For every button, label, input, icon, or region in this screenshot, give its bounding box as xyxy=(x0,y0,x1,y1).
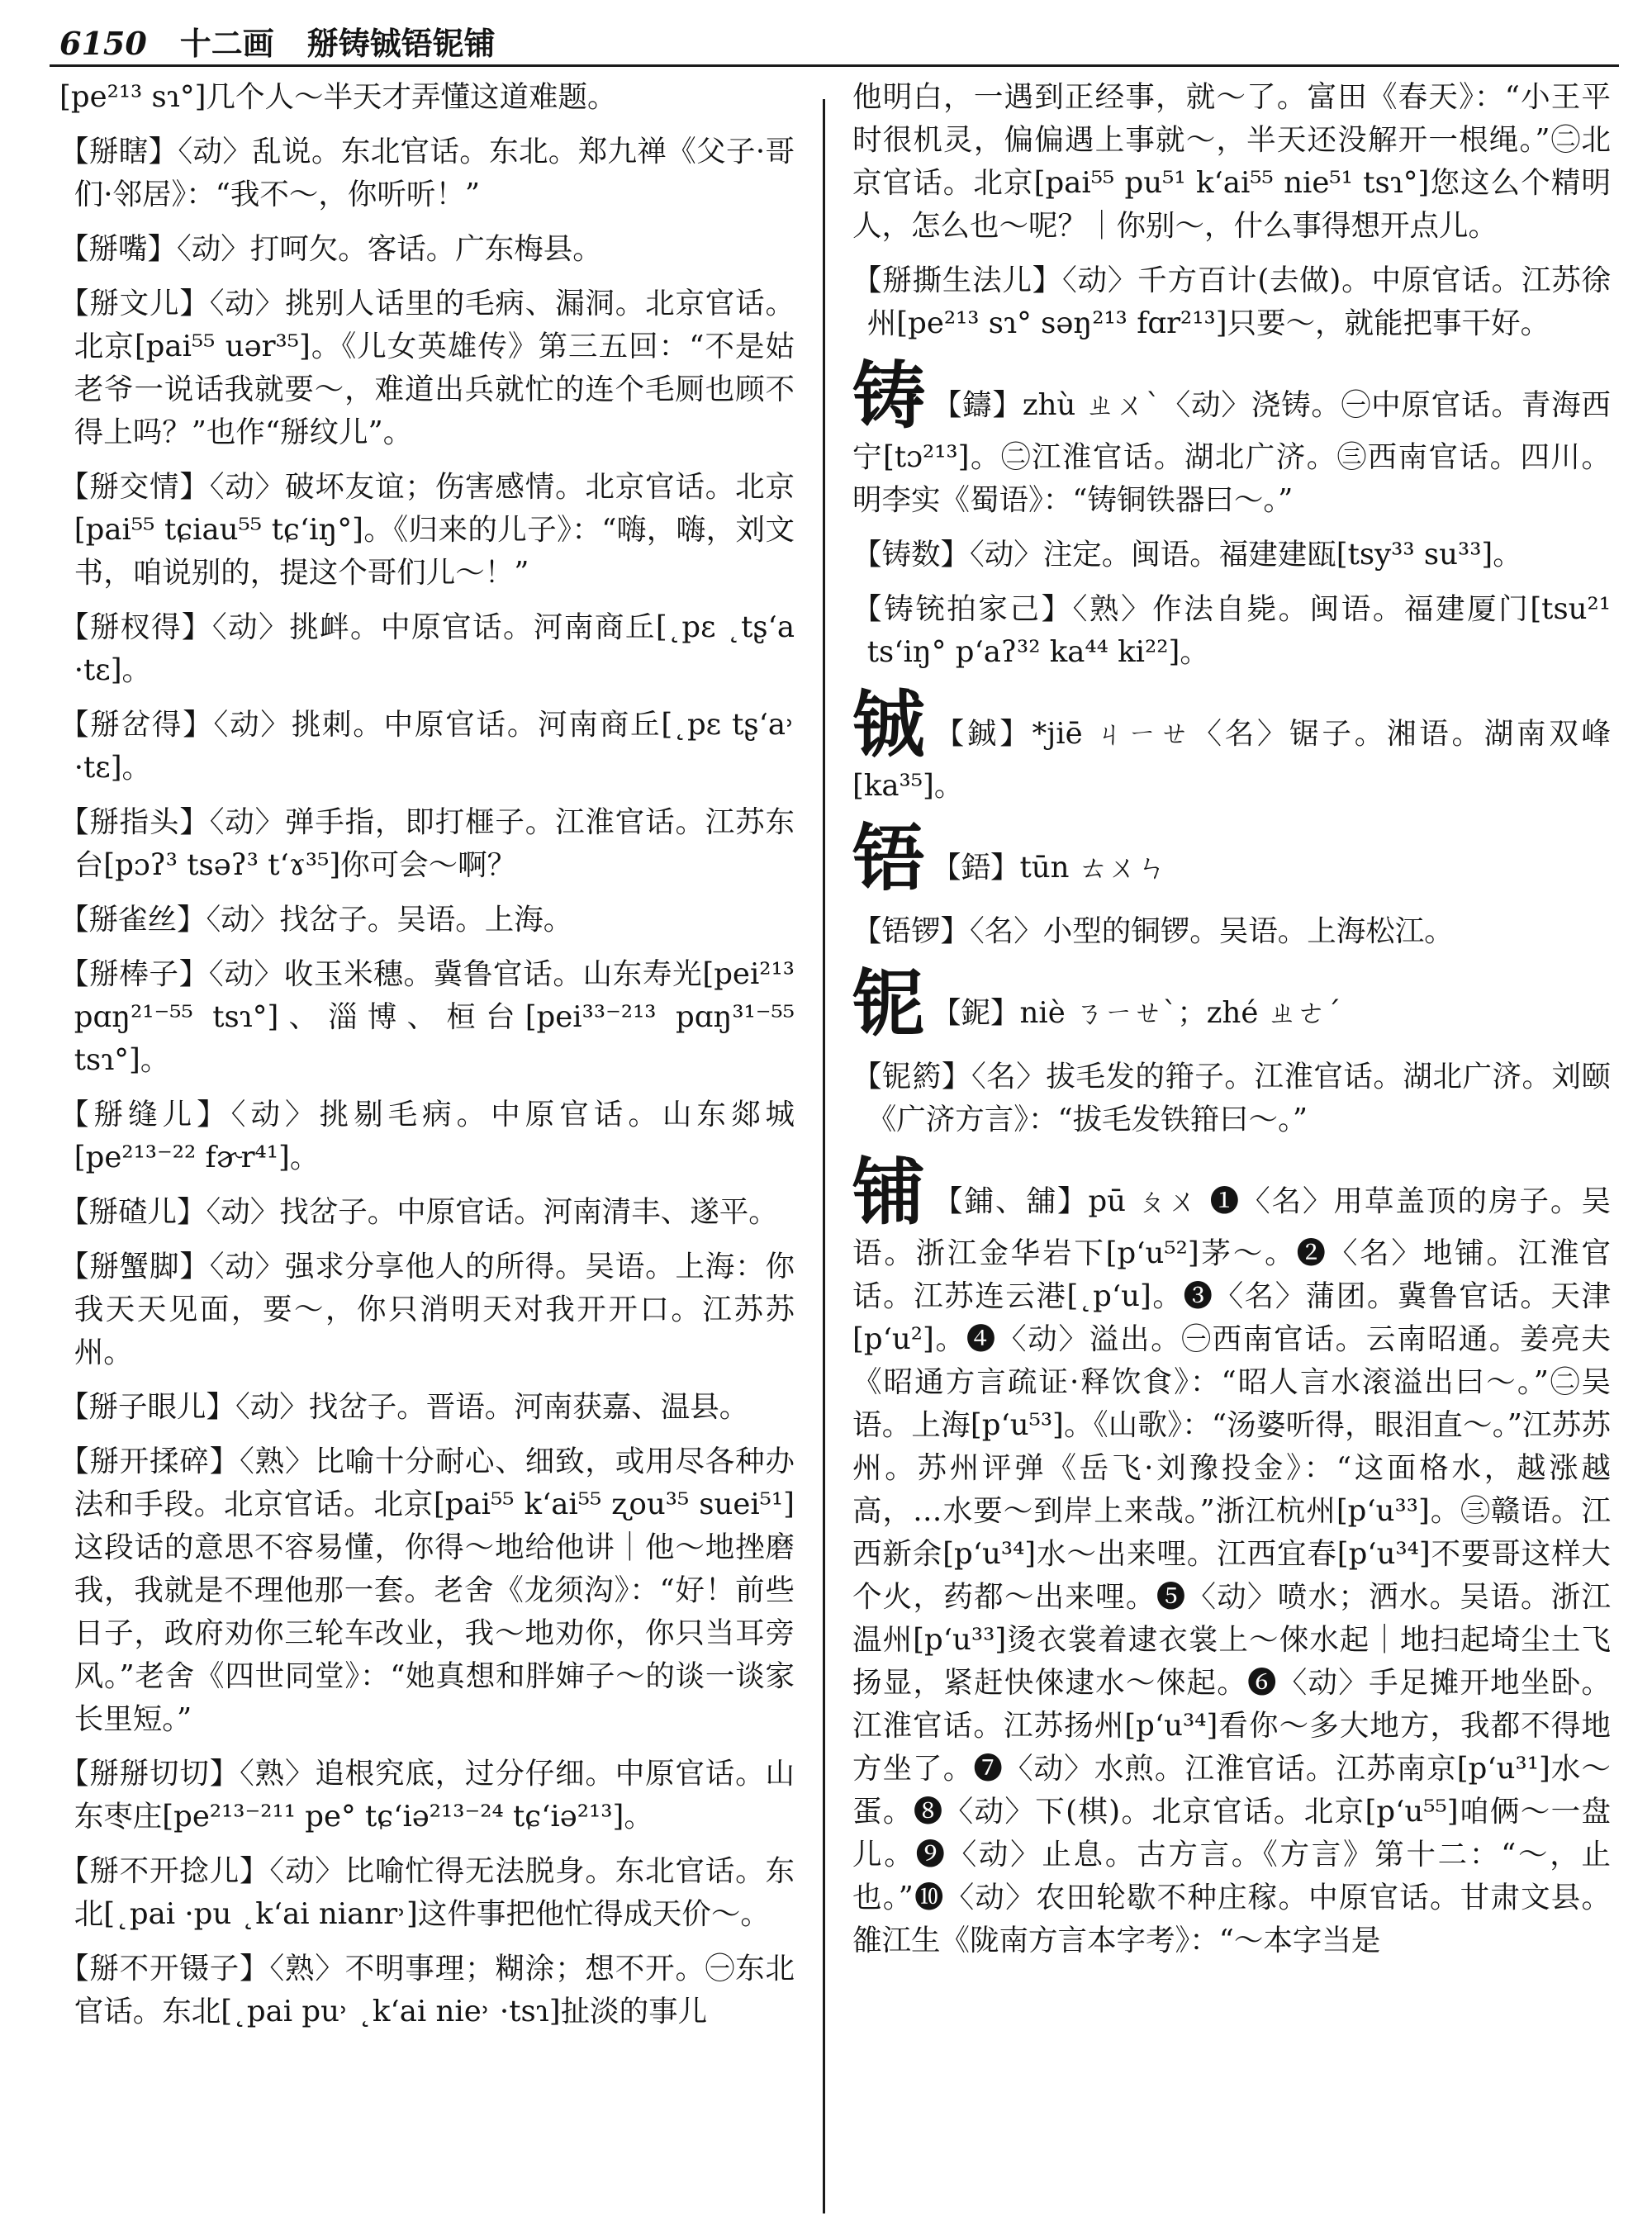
entry: 【掰交情】〈动〉破坏友谊；伤害感情。北京官话。北京[pai⁵⁵ tɕiau⁵⁵ tɕʻiŋ°]。《归来的儿子》：“嗨，嗨，刘文书，咱说别的，提这个哥们儿～！” xyxy=(59,470,795,590)
head-char: 铻 xyxy=(852,816,926,901)
entry: 【掰棒子】〈动〉收玉米穗。冀鲁官话。山东寿光[pei²¹³ pɑŋ²¹⁻⁵⁵ tsɿ°]、淄博、桓台[pei³³⁻²¹³ pɑŋ³¹⁻⁵⁵ tsɿ°]。 xyxy=(59,957,795,1077)
char-entry-tun xyxy=(852,816,1611,901)
char-definition: 【鋙】tūn ㄊㄨㄣ xyxy=(932,851,1167,885)
entry: 【掰嘴】〈动〉打呵欠。客话。广东梅县。 xyxy=(59,232,602,266)
char-entry-zhu xyxy=(852,353,1611,522)
header-rule xyxy=(50,64,1619,67)
page-header xyxy=(59,18,496,62)
char-entry-nie xyxy=(852,961,1611,1046)
entry: 【掰缝儿】〈动〉挑剔毛病。中原官话。山东郯城[pe²¹³⁻²² fɚr⁴¹]。 xyxy=(59,1098,795,1174)
entry: 【掰开揉碎】〈熟〉比喻十分耐心、细致，或用尽各种办法和手段。北京官话。北京[pai⁵⁵ kʻai⁵⁵ ʐou³⁵ suei⁵¹]这段话的意思不容易懂，你得～地给他讲｜他～地挫磨我，我就是不理他那一套。老舍《龙须沟》：“好！前些日子，政府劝你三轮车改业，我～地劝你，你只当耳旁风。”老舍《四世同堂》：“她真想和胖婶子～的谈一谈家长里短。” xyxy=(59,1445,795,1736)
entry: 【铻锣】〈名〉小型的铜锣。吴语。上海松江。 xyxy=(852,914,1454,948)
head-char: 铖 xyxy=(852,682,928,767)
stroke-section: 十二画 xyxy=(179,25,274,62)
entry-continuation: 他明白，一遇到正经事，就～了。富田《春天》：“小王平时很机灵，偏偏遇上事就～，半天还没解开一根绳。”㊁北京官话。北京[pai⁵⁵ pu⁵¹ kʻai⁵⁵ nie⁵¹ tsɿ°]您这么个精明人，怎么也～呢？｜你别～，什么事得想开点儿。 xyxy=(852,80,1611,243)
entry: 【掰蟹脚】〈动〉强求分享他人的所得。吴语。上海：你我天天见面，要～，你只消明天对我开开口。江苏苏州。 xyxy=(59,1250,795,1369)
char-definition: 【鋮】*jiē ㄐㄧㄝ〈名〉锯子。湘语。湖南双峰[ka³⁵]。 xyxy=(852,717,1611,803)
entry: 【铌箹】〈名〉拔毛发的箝子。江淮官话。湖北广济。刘颐《广济方言》：“拔毛发铁箝曰～。” xyxy=(852,1060,1611,1136)
char-entry-jie xyxy=(852,682,1611,808)
entry: 【掰碴儿】〈动〉找岔子。中原官话。河南清丰、遂平。 xyxy=(59,1195,778,1229)
entry: 【掰子眼儿】〈动〉找岔子。晋语。河南获嘉、温县。 xyxy=(59,1390,749,1424)
char-definition: 【鑄】zhù ㄓㄨˋ〈动〉浇铸。㊀中原官话。青海西宁[tɔ²¹³]。㊁江淮官话。湖北广济。㊂西南官话。四川。明李实《蜀语》：“铸铜铁器曰～。” xyxy=(852,388,1611,517)
page-number: 6150 xyxy=(59,25,147,62)
entry: 【掰掰切切】〈熟〉追根究底，过分仔细。中原官话。山东枣庄[pe²¹³⁻²¹¹ pe° tɕʻiə²¹³⁻²⁴ tɕʻiə²¹³]。 xyxy=(59,1757,795,1834)
entry: 【掰岔得】〈动〉挑刺。中原官话。河南商丘[˛pɛ tʂʻa˒ ·tɛ]。 xyxy=(59,708,795,785)
left-column xyxy=(59,76,795,2223)
entry-continuation: [pe²¹³ sɿ°]几个人～半天才弄懂这道难题。 xyxy=(59,80,617,114)
char-definition: 【鈮】niè ㄋㄧㄝˋ；zhé ㄓㄜˊ xyxy=(932,996,1341,1030)
entry: 【掰雀丝】〈动〉找岔子。吴语。上海。 xyxy=(59,903,573,937)
head-char: 铸 xyxy=(852,353,926,439)
entry: 【掰不开镊子】〈熟〉不明事理；糊涂；想不开。㊀东北官话。东北[˛pai pu˒ ˛kʻai nie˒ ·tsɿ]扯淡的事儿 xyxy=(59,1952,795,2028)
entry: 【铸数】〈动〉注定。闽语。福建建瓯[tsy³³ su³³]。 xyxy=(852,538,1522,572)
entry: 【掰指头】〈动〉弹手指，即打榧子。江淮官话。江苏东台[pɔʔ³ tsəʔ³ tʻɤ³⁵]你可会～啊？ xyxy=(59,805,795,882)
head-char: 铌 xyxy=(852,961,926,1046)
entry: 【掰瞎】〈动〉乱说。东北官话。东北。郑九禅《父子·哥们·邻居》：“我不～，你听听！” xyxy=(59,135,795,211)
head-char: 铺 xyxy=(852,1150,927,1235)
entry: 【铸铳拍家己】〈熟〉作法自毙。闽语。福建厦门[tsu²¹ tsʻiŋ° pʻaʔ³² ka⁴⁴ ki²²]。 xyxy=(852,592,1611,669)
entry: 【掰杈得】〈动〉挑衅。中原官话。河南商丘[˛pɛ ˛tʂʻa ·tɛ]。 xyxy=(59,610,795,687)
char-definition: 【鋪、舖】pū ㄆㄨ ❶〈名〉用草盖顶的房子。吴语。浙江金华岩下[pʻu⁵²]茅～。❷〈名〉地铺。江淮官话。江苏连云港[˛pʻu]。❸〈名〉蒲团。冀鲁官话。天津[pʻu²]。❹〈动〉溢出。㊀西南官话。云南昭通。姜亮夫《昭通方言疏证·释饮食》：“昭人言水滚溢出曰～。”㊁吴语。上海[pʻu⁵³]。《山歌》：“汤婆听得，眼泪直～。”江苏苏州。苏州评弹《岳飞·刘豫投金》：“这面格水，越涨越高，…水要～到岸上来哉。”浙江杭州[pʻu³³]。㊂赣语。江西新余[pʻu³⁴]水～出来哩。江西宜春[pʻu³⁴]不要哥这样大个火，药都～出来哩。❺〈动〉喷水；洒水。吴语。浙江温州[pʻu³³]烫衣裳着逮衣裳上～倈水起｜地扫起埼尘土飞扬显，紧赶快倈逮水～倈起。❻〈动〉手足摊开地坐卧。江淮官话。江苏扬州[pʻu³⁴]看你～多大地方，我都不得地方坐了。❼〈动〉水煎。江淮官话。江苏南京[pʻu³¹]水～蛋。❽〈动〉下(棋)。北京官话。北京[pʻu⁵⁵]咱俩～一盘儿。❾〈动〉止息。古方言。《方言》第十二：“～，止也。”❿〈动〉农田轮歇不种庄稼。中原官话。甘肃文县。雒江生《陇南方言本字考》：“～本字当是 xyxy=(852,1184,1611,1957)
entry: 【掰不开捻儿】〈动〉比喻忙得无法脱身。东北官话。东北[˛pai ·pu ˛kʻai nianr˒]这件事把他忙得成天价～。 xyxy=(59,1854,795,1931)
column-divider xyxy=(823,99,825,2213)
entry: 【掰撕生法儿】〈动〉千方百计(去做)。中原官话。江苏徐州[pe²¹³ sɿ° səŋ²¹³ fɑr²¹³]只要～，就能把事干好。 xyxy=(852,263,1611,340)
entry: 【掰文儿】〈动〉挑别人话里的毛病、漏洞。北京官话。北京[pai⁵⁵ uər³⁵]。《儿女英雄传》第三五回：“不是姑老爷一说话我就要～，难道出兵就忙的连个毛厕也顾不得上吗？”也作“掰纹儿”。 xyxy=(59,287,795,449)
char-entry-pu xyxy=(852,1150,1611,1962)
header-chars: 掰铸铖铻铌铺 xyxy=(306,25,496,62)
right-column xyxy=(852,76,1611,2223)
